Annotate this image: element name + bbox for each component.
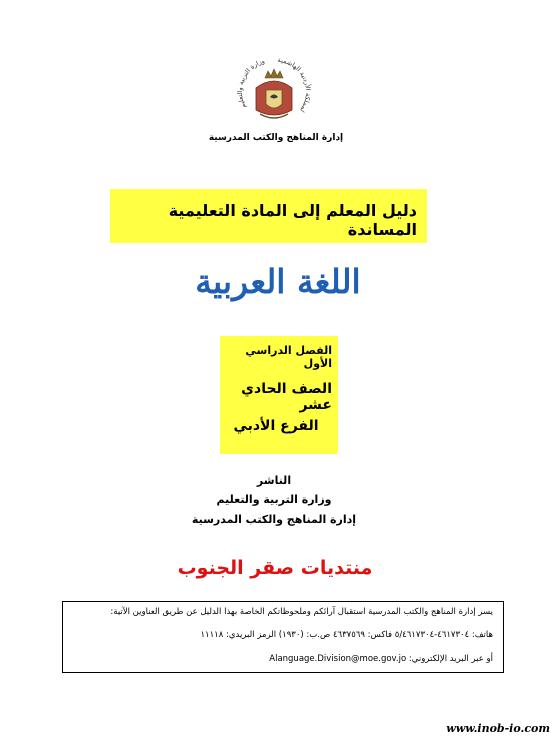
svg-text:المملكة الأردنية الهاشمية: لمملكة الأردنية الهاشمية [277, 55, 313, 114]
guide-title: دليل المعلم إلى المادة التعليمية المساندة [168, 201, 417, 239]
svg-text:وزارة التربية والتعليم: وزارة التربية والتعليم [235, 56, 266, 110]
contact-phone-fax: هاتف: ٤٦١٧٣٠٤-٥/٤٦١٧٣٠٤ فاكس: ٤٦٣٧٥٦٩ ص.ب: (١٩٣٠) الرمز البريدي: ١١١١٨ [200, 630, 493, 640]
grade-label: الصف الحادي عشر [241, 381, 332, 413]
publisher-department: إدارة المناهج والكتب المدرسية [191, 513, 357, 526]
contact-box [62, 601, 504, 673]
contact-intro: يسر إدارة المناهج والكتب المدرسية استقبال آرائكم وملحوظاتكم الخاصة بهذا الدليل عن طريق العناوين الآتية: [110, 607, 493, 617]
branch-label: الفرع الأدبي [233, 418, 319, 434]
ministry-emblem [234, 52, 314, 132]
contact-email[interactable]: أو عبر البريد الإلكتروني: Alanguage.Division@moe.gov.jo [269, 654, 493, 664]
term-label: الفصل الدراسي الأول [245, 344, 332, 370]
subject-title: اللغة العربية [195, 262, 361, 301]
website-watermark[interactable]: www.inob-io.com [446, 722, 550, 735]
publisher-label: الناشر [256, 474, 292, 487]
department-line: إدارة المناهج والكتب المدرسية [208, 133, 344, 143]
forum-name: منتديات صقر الجنوب [177, 557, 373, 579]
publisher-ministry: وزارة التربية والتعليم [216, 493, 332, 506]
